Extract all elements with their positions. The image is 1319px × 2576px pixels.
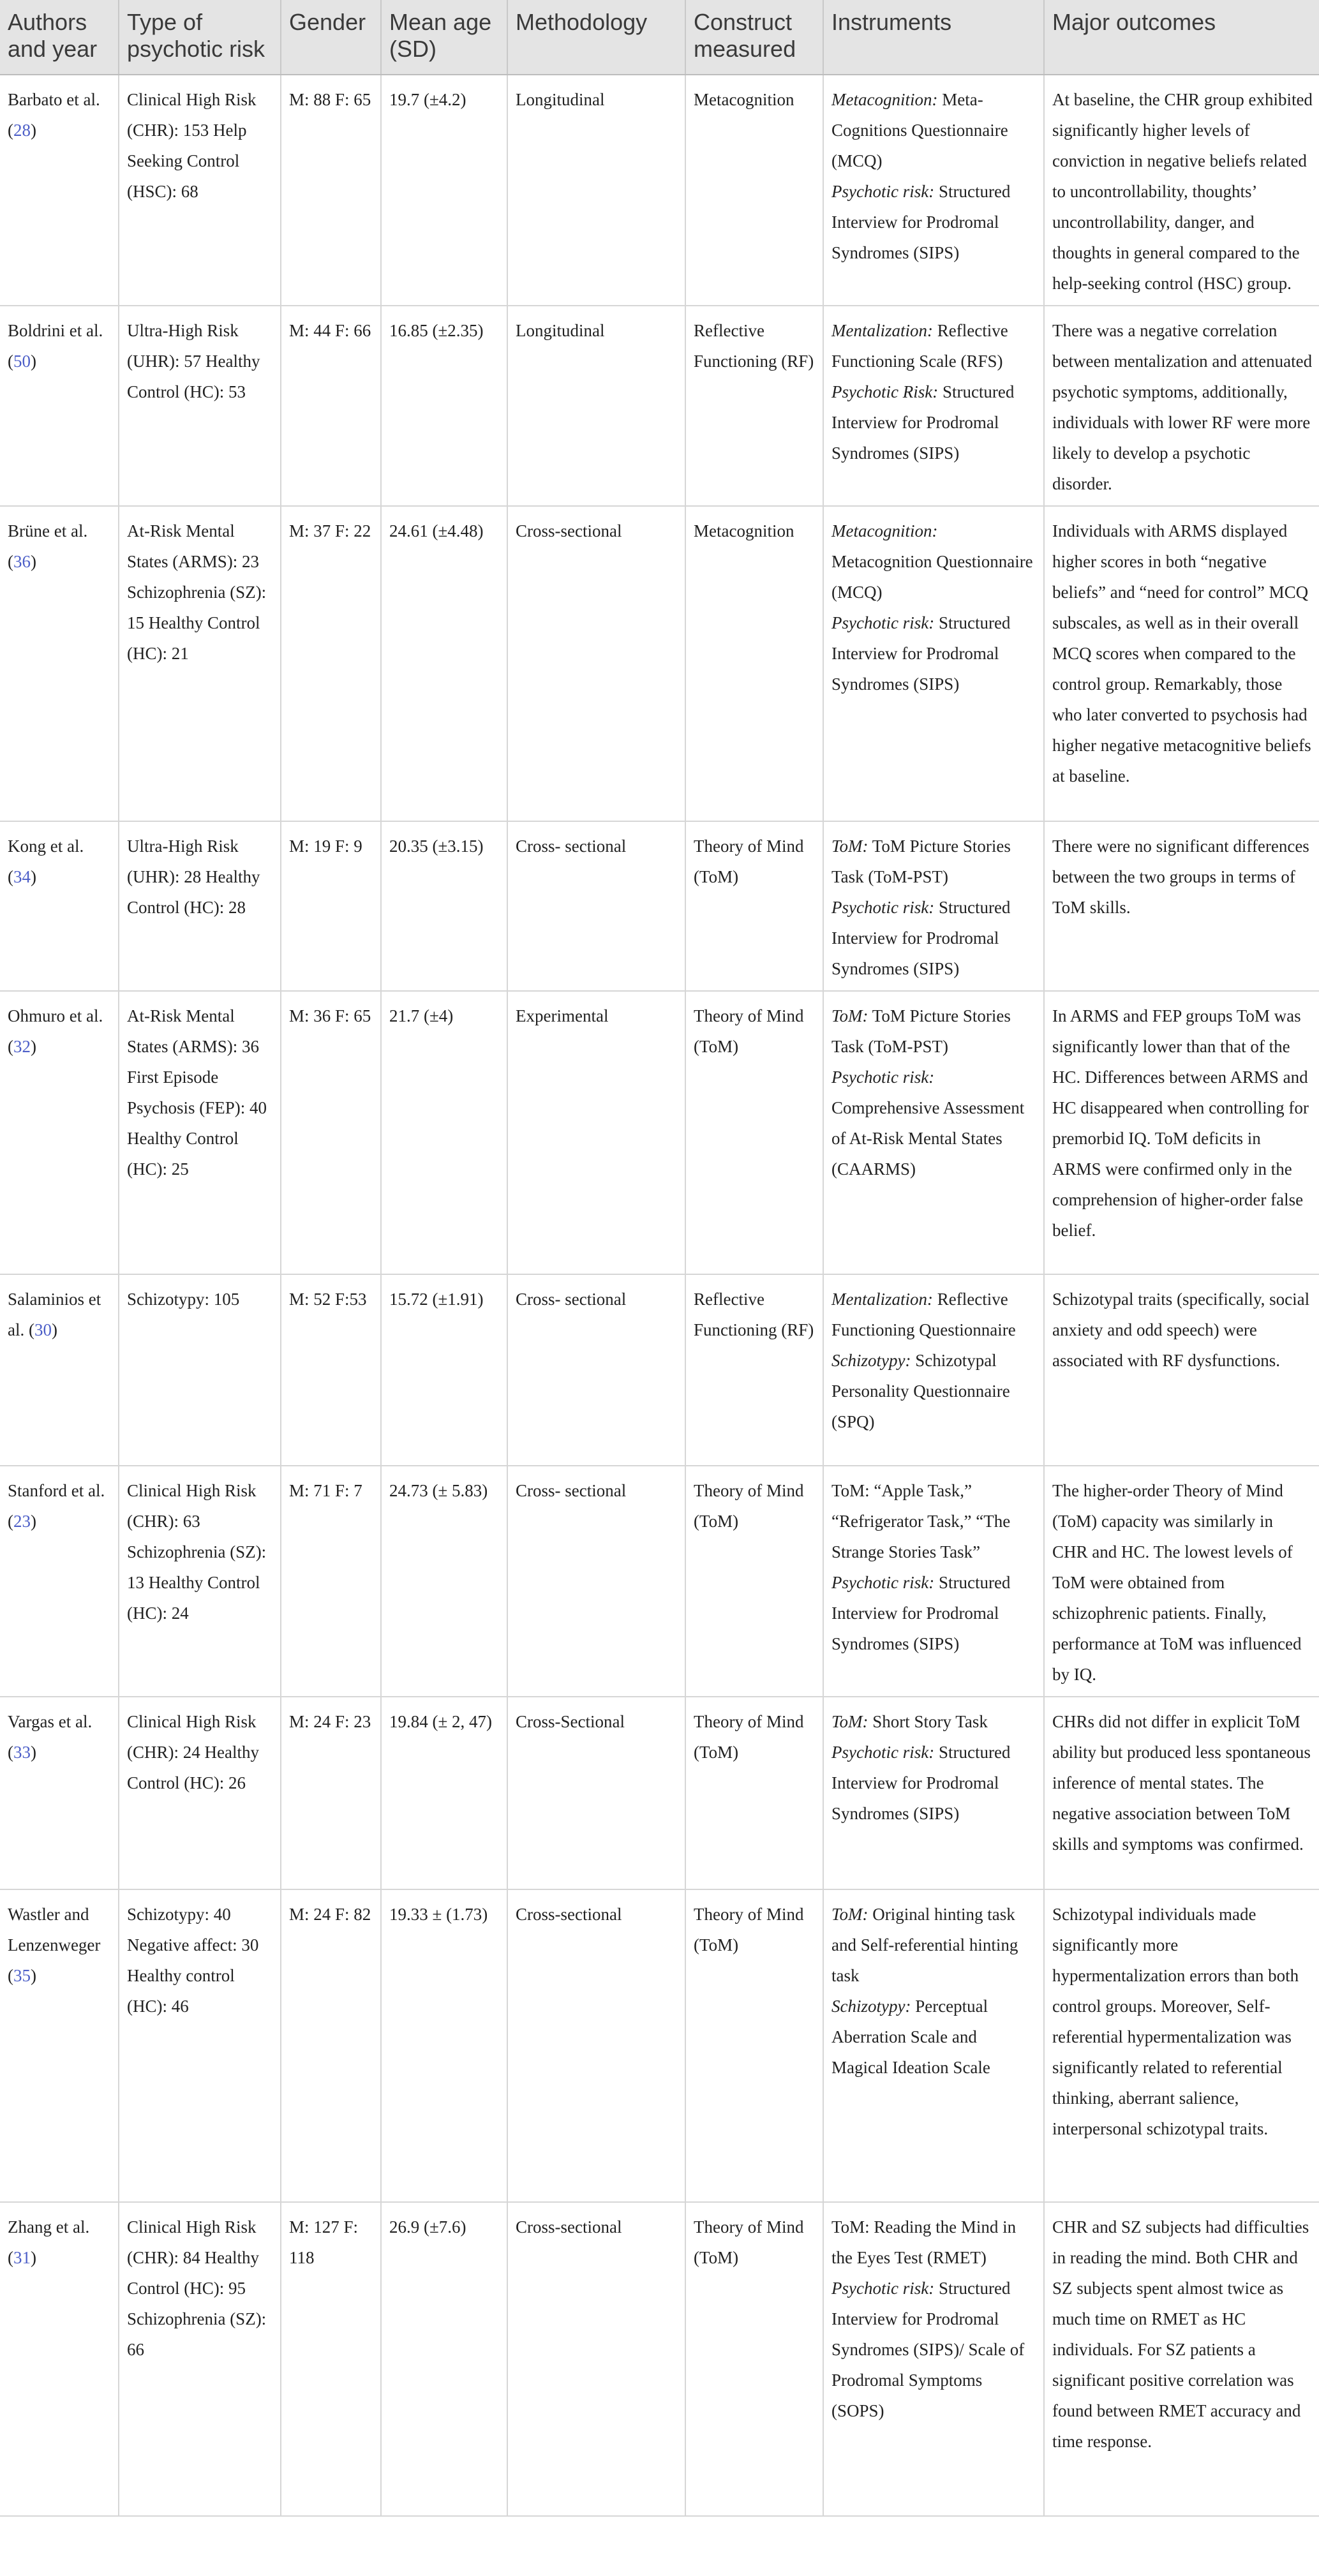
cell-methodology: Cross- sectional — [507, 821, 685, 991]
instrument-label: ToM: — [831, 1905, 868, 1924]
cell-construct: Theory of Mind (ToM) — [685, 1466, 823, 1697]
cell-age: 16.85 (±2.35) — [381, 306, 507, 506]
cell-author: Ohmuro et al. (32) — [0, 991, 119, 1274]
cell-risk: Clinical High Risk (CHR): 153 Help Seeking Control (HSC): 68 — [119, 75, 281, 306]
cell-construct: Metacognition — [685, 506, 823, 821]
cell-risk: Clinical High Risk (CHR): 63 Schizophrenia (SZ): 13 Healthy Control (HC): 24 — [119, 1466, 281, 1697]
header-risk-type: Type of psychotic risk — [119, 0, 281, 75]
instrument-label: ToM: — [831, 1712, 868, 1731]
author-name: Kong et al. — [8, 837, 84, 856]
instrument-text: Structured Interview for Prodromal Syndromes (SIPS)/ Scale of Prodromal Symptoms (SOPS) — [831, 2279, 1025, 2420]
instrument-text: Meta-Cognitions Questionnaire (MCQ) — [831, 90, 1008, 170]
reference-link[interactable]: 33 — [13, 1743, 31, 1762]
header-methodology: Methodology — [507, 0, 685, 75]
cell-gender: M: 24 F: 23 — [281, 1697, 381, 1889]
header-row — [0, 0, 1319, 75]
table-row — [0, 2202, 1319, 2516]
instrument-label: Psychotic risk: — [831, 2279, 935, 2298]
cell-gender: M: 19 F: 9 — [281, 821, 381, 991]
cell-instruments — [823, 2202, 1044, 2516]
cell-author: Zhang et al. (31) — [0, 2202, 119, 2516]
cell-author: Brüne et al. (36) — [0, 506, 119, 821]
cell-instruments — [823, 991, 1044, 1274]
cell-age: 15.72 (±1.91) — [381, 1274, 507, 1466]
cell-methodology: Experimental — [507, 991, 685, 1274]
cell-risk: At-Risk Mental States (ARMS): 36 First Episode Psychosis (FEP): 40 Healthy Control (HC): 25 — [119, 991, 281, 1274]
cell-risk: Ultra-High Risk (UHR): 57 Healthy Control (HC): 53 — [119, 306, 281, 506]
instrument-label: Schizotypy: — [831, 1997, 911, 2016]
cell-gender: M: 36 F: 65 — [281, 991, 381, 1274]
instrument-text: Structured Interview for Prodromal Syndromes (SIPS) — [831, 382, 1015, 463]
cell-outcome: The higher-order Theory of Mind (ToM) capacity was similarly in CHR and HC. The lowest levels of ToM were obtained from schizophrenic patients. Finally, performance at ToM was influenced by IQ. — [1044, 1466, 1319, 1697]
instrument-label: Mentalization: — [831, 1290, 933, 1309]
cell-instruments — [823, 1697, 1044, 1889]
author-name: Stanford et al. — [8, 1481, 105, 1500]
cell-gender: M: 24 F: 82 — [281, 1889, 381, 2202]
instrument-label: Metacognition: — [831, 90, 938, 109]
instrument-text: Original hinting task and Self-referential hinting task — [831, 1905, 1018, 1985]
instrument-label: Metacognition: — [831, 521, 938, 540]
cell-risk: At-Risk Mental States (ARMS): 23 Schizophrenia (SZ): 15 Healthy Control (HC): 21 — [119, 506, 281, 821]
header-outcomes: Major outcomes — [1044, 0, 1319, 75]
instrument-text: Structured Interview for Prodromal Syndromes (SIPS) — [831, 613, 1011, 694]
instrument-text: Reflective Functioning Scale (RFS) — [831, 321, 1008, 371]
cell-age: 24.73 (± 5.83) — [381, 1466, 507, 1697]
instrument-text: Structured Interview for Prodromal Syndromes (SIPS) — [831, 898, 1011, 978]
instrument-text: ToM: Reading the Mind in the Eyes Test (RMET) — [831, 2217, 1017, 2267]
header-instruments: Instruments — [823, 0, 1044, 75]
header-gender: Gender — [281, 0, 381, 75]
cell-outcome: Schizotypal traits (specifically, social anxiety and odd speech) were associated with RF dysfunctions. — [1044, 1274, 1319, 1466]
cell-methodology: Cross-sectional — [507, 506, 685, 821]
cell-outcome: Schizotypal individuals made significantly more hypermentalization errors than both control groups. Moreover, Self-referential hypermentalization was significantly related to referential thinking, aberrant salience, interpersonal schizotypal traits. — [1044, 1889, 1319, 2202]
cell-gender: M: 127 F: 118 — [281, 2202, 381, 2516]
cell-outcome: CHRs did not differ in explicit ToM ability but produced less spontaneous inference of mental states. The negative association between ToM skills and symptoms was confirmed. — [1044, 1697, 1319, 1889]
cell-author: Wastler and Lenzenweger (35) — [0, 1889, 119, 2202]
cell-construct: Metacognition — [685, 75, 823, 306]
author-name: Salaminios et al. — [8, 1290, 101, 1339]
reference-link[interactable]: 34 — [13, 867, 31, 886]
instrument-text: Structured Interview for Prodromal Syndromes (SIPS) — [831, 1743, 1011, 1823]
cell-gender: M: 88 F: 65 — [281, 75, 381, 306]
instrument-text: Schizotypal Personality Questionnaire (SPQ) — [831, 1351, 1010, 1431]
cell-construct: Theory of Mind (ToM) — [685, 991, 823, 1274]
author-name: Boldrini et al. — [8, 321, 103, 340]
cell-age: 20.35 (±3.15) — [381, 821, 507, 991]
instrument-label: Psychotic risk: — [831, 1743, 935, 1762]
cell-instruments — [823, 821, 1044, 991]
cell-age: 19.84 (± 2, 47) — [381, 1697, 507, 1889]
instrument-label: Psychotic risk: — [831, 1573, 935, 1592]
instrument-text: Metacognition Questionnaire (MCQ) — [831, 552, 1033, 602]
instrument-text: Structured Interview for Prodromal Syndromes (SIPS) — [831, 1573, 1011, 1653]
cell-construct: Reflective Functioning (RF) — [685, 306, 823, 506]
cell-risk: Schizotypy: 105 — [119, 1274, 281, 1466]
cell-author: Barbato et al. (28) — [0, 75, 119, 306]
reference-link[interactable]: 23 — [13, 1512, 31, 1531]
instrument-text: Reflective Functioning Questionnaire — [831, 1290, 1016, 1339]
cell-construct: Theory of Mind (ToM) — [685, 821, 823, 991]
cell-instruments — [823, 1466, 1044, 1697]
cell-instruments — [823, 1274, 1044, 1466]
cell-author: Boldrini et al. (50) — [0, 306, 119, 506]
instrument-label: Psychotic risk: — [831, 613, 935, 632]
cell-risk: Clinical High Risk (CHR): 84 Healthy Control (HC): 95 Schizophrenia (SZ): 66 — [119, 2202, 281, 2516]
cell-outcome: CHR and SZ subjects had difficulties in reading the mind. Both CHR and SZ subjects spent almost twice as much time on RMET as HC individuals. For SZ patients a significant positive correlation was found between RMET accuracy and time response. — [1044, 2202, 1319, 2516]
cell-outcome: At baseline, the CHR group exhibited significantly higher levels of conviction in negative beliefs related to uncontrollability, thoughts’ uncontrollability, danger, and thoughts in general compared to the help-seeking control (HSC) group. — [1044, 75, 1319, 306]
instrument-label: ToM: — [831, 1006, 868, 1025]
cell-age: 19.33 ± (1.73) — [381, 1889, 507, 2202]
header-construct: Construct measured — [685, 0, 823, 75]
cell-methodology: Cross- sectional — [507, 1466, 685, 1697]
cell-methodology: Cross-sectional — [507, 1889, 685, 2202]
instrument-label: Mentalization: — [831, 321, 933, 340]
instrument-text: Short Story Task — [868, 1712, 988, 1731]
cell-author: Stanford et al. (23) — [0, 1466, 119, 1697]
reference-link[interactable]: 50 — [13, 352, 31, 371]
table-row — [0, 75, 1319, 306]
instrument-label: Psychotic Risk: — [831, 382, 939, 401]
cell-construct: Theory of Mind (ToM) — [685, 1889, 823, 2202]
table-row — [0, 1889, 1319, 2202]
cell-methodology: Longitudinal — [507, 75, 685, 306]
author-name: Ohmuro et al. — [8, 1006, 103, 1025]
cell-age: 24.61 (±4.48) — [381, 506, 507, 821]
cell-instruments — [823, 75, 1044, 306]
instrument-label: ToM: — [831, 837, 868, 856]
header-authors: Authors and year — [0, 0, 119, 75]
instrument-text: ToM Picture Stories Task (ToM-PST) — [831, 1006, 1011, 1056]
cell-author: Kong et al. (34) — [0, 821, 119, 991]
cell-gender: M: 44 F: 66 — [281, 306, 381, 506]
author-name: Barbato et al. — [8, 90, 100, 109]
cell-methodology: Cross-Sectional — [507, 1697, 685, 1889]
cell-outcome: In ARMS and FEP groups ToM was significantly lower than that of the HC. Differences between ARMS and HC disappeared when controlling for premorbid IQ. ToM deficits in ARMS were confirmed only in the comprehension of higher-order false belief. — [1044, 991, 1319, 1274]
cell-author: Vargas et al. (33) — [0, 1697, 119, 1889]
cell-instruments — [823, 306, 1044, 506]
cell-gender: M: 71 F: 7 — [281, 1466, 381, 1697]
cell-age: 19.7 (±4.2) — [381, 75, 507, 306]
author-name: Brüne et al. — [8, 521, 88, 540]
cell-methodology: Cross-sectional — [507, 2202, 685, 2516]
instrument-label: Psychotic risk: — [831, 1068, 935, 1087]
table-row — [0, 306, 1319, 506]
cell-construct: Theory of Mind (ToM) — [685, 2202, 823, 2516]
cell-age: 21.7 (±4) — [381, 991, 507, 1274]
author-name: Vargas et al. — [8, 1712, 93, 1731]
cell-risk: Schizotypy: 40 Negative affect: 30 Healthy control (HC): 46 — [119, 1889, 281, 2202]
table-row — [0, 1697, 1319, 1889]
cell-construct: Theory of Mind (ToM) — [685, 1697, 823, 1889]
cell-methodology: Cross- sectional — [507, 1274, 685, 1466]
cell-instruments — [823, 1889, 1044, 2202]
table-row — [0, 506, 1319, 821]
reference-link[interactable]: 30 — [34, 1320, 52, 1339]
cell-methodology: Longitudinal — [507, 306, 685, 506]
cell-risk: Ultra-High Risk (UHR): 28 Healthy Control (HC): 28 — [119, 821, 281, 991]
reference-link[interactable]: 36 — [13, 552, 31, 571]
table-row — [0, 991, 1319, 1274]
cell-risk: Clinical High Risk (CHR): 24 Healthy Control (HC): 26 — [119, 1697, 281, 1889]
table-row — [0, 1466, 1319, 1697]
instrument-text: Comprehensive Assessment of At-Risk Mental States (CAARMS) — [831, 1098, 1025, 1179]
instrument-text: Perceptual Aberration Scale and Magical Ideation Scale — [831, 1997, 990, 2077]
reference-link[interactable]: 32 — [13, 1037, 31, 1056]
instrument-label: Psychotic risk: — [831, 898, 935, 917]
instrument-label: Schizotypy: — [831, 1351, 911, 1370]
cell-age: 26.9 (±7.6) — [381, 2202, 507, 2516]
reference-link[interactable]: 28 — [13, 121, 31, 140]
cell-construct: Reflective Functioning (RF) — [685, 1274, 823, 1466]
cell-outcome: There was a negative correlation between mentalization and attenuated psychotic symptoms, additionally, individuals with lower RF were more likely to develop a psychotic disorder. — [1044, 306, 1319, 506]
cell-outcome: Individuals with ARMS displayed higher scores in both “negative beliefs” and “need for control” MCQ subscales, as well as in their overall MCQ scores when compared to the control group. Remarkably, those who later converted to psychosis had higher negative metacognitive beliefs at baseline. — [1044, 506, 1319, 821]
cell-gender: M: 52 F:53 — [281, 1274, 381, 1466]
author-name: Wastler and Lenzenweger — [8, 1905, 101, 1954]
table-row — [0, 1274, 1319, 1466]
cell-instruments — [823, 506, 1044, 821]
cell-outcome: There were no significant differences between the two groups in terms of ToM skills. — [1044, 821, 1319, 991]
instrument-label: Psychotic risk: — [831, 182, 935, 201]
header-mean-age: Mean age (SD) — [381, 0, 507, 75]
instrument-text: ToM Picture Stories Task (ToM-PST) — [831, 837, 1011, 886]
instrument-text: ToM: “Apple Task,” “Refrigerator Task,” “The Strange Stories Task” — [831, 1481, 1011, 1561]
author-name: Zhang et al. — [8, 2217, 90, 2237]
reference-link[interactable]: 35 — [13, 1966, 31, 1985]
instrument-text: Structured Interview for Prodromal Syndromes (SIPS) — [831, 182, 1011, 262]
table-row — [0, 821, 1319, 991]
reference-link[interactable]: 31 — [13, 2248, 31, 2267]
cell-gender: M: 37 F: 22 — [281, 506, 381, 821]
cell-author: Salaminios et al. (30) — [0, 1274, 119, 1466]
